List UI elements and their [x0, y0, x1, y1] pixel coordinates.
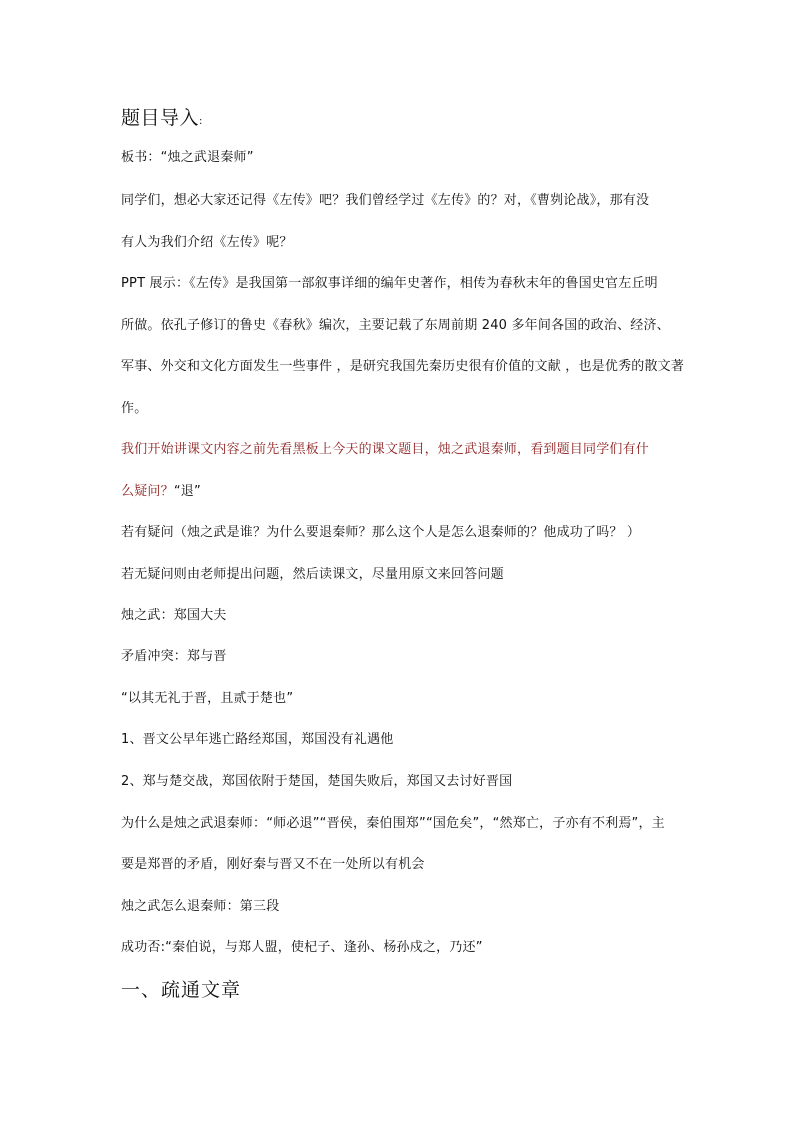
paragraph-line: 烛之武：郑国大夫: [121, 608, 227, 623]
paragraph-line: 所做。依孔子修订的鲁史《春秋》编次，主要记载了东周前期 240 多年间各国的政治、经济、: [121, 318, 670, 333]
paragraph-line: 成功否:“秦伯说，与郑人盟，使杞子、逢孙、杨孙戍之，乃还”: [121, 940, 483, 955]
paragraph-line: 要是郑晋的矛盾，刚好秦与晋又不在一处所以有机会: [121, 857, 425, 872]
paragraph-line: [121, 483, 201, 501]
paragraph-line: “以其无礼于晋，且贰于楚也”: [121, 691, 294, 706]
paragraph-line: 有人为我们介绍《左传》呢？: [121, 235, 293, 250]
paragraph-line: 为什么是烛之武退秦师：“师必退”“晋侯，秦伯围郑”“国危矣”，“然郑亡，子亦有不利焉”，主: [121, 816, 665, 831]
paragraph-line: PPT 展示：《左传》是我国第一部叙事详细的编年史著作，相传为春秋末年的鲁国史官左丘明: [121, 276, 658, 291]
page-title: [121, 106, 203, 134]
paragraph-line: 军事、外交和文化方面发生一些事件 ，是研究我国先秦历史很有价值的文献 ，也是优秀的散文著: [121, 359, 685, 374]
highlighted-text: 么疑问？: [121, 484, 174, 499]
title-text: 题目导入: [121, 107, 200, 129]
list-item: 1、晋文公早年逃亡路经郑国，郑国没有礼遇他: [121, 732, 394, 747]
paragraph-line: 矛盾冲突：郑与晋: [121, 649, 227, 664]
title-colon: :: [199, 116, 203, 127]
list-item: 2、郑与楚交战，郑国依附于楚国，楚国失败后，郑国又去讨好晋国: [121, 774, 513, 789]
quote-text: “退”: [173, 484, 201, 499]
highlighted-paragraph-line: 我们开始讲课文内容之前先看黑板上今天的课文题目，烛之武退秦师，看到题目同学们有什: [121, 442, 650, 457]
paragraph-line: 若无疑问则由老师提出问题，然后读课文，尽量用原文来回答问题: [121, 567, 504, 582]
paragraph-line: 若有疑问（烛之武是谁？为什么要退秦师？那么这个人是怎么退秦师的？他成功了吗？ ）: [121, 525, 641, 540]
paragraph-line: 同学们，想必大家还记得《左传》吧？我们曾经学过《左传》的？对，《曹刿论战》，那有没: [121, 193, 650, 208]
section-heading: 一、疏通文章: [121, 979, 242, 1001]
paragraph-line: 烛之武怎么退秦师：第三段: [121, 899, 280, 914]
paragraph-line: 作。: [121, 401, 148, 416]
board-note-line: 板书：“烛之武退秦师”: [121, 150, 254, 165]
